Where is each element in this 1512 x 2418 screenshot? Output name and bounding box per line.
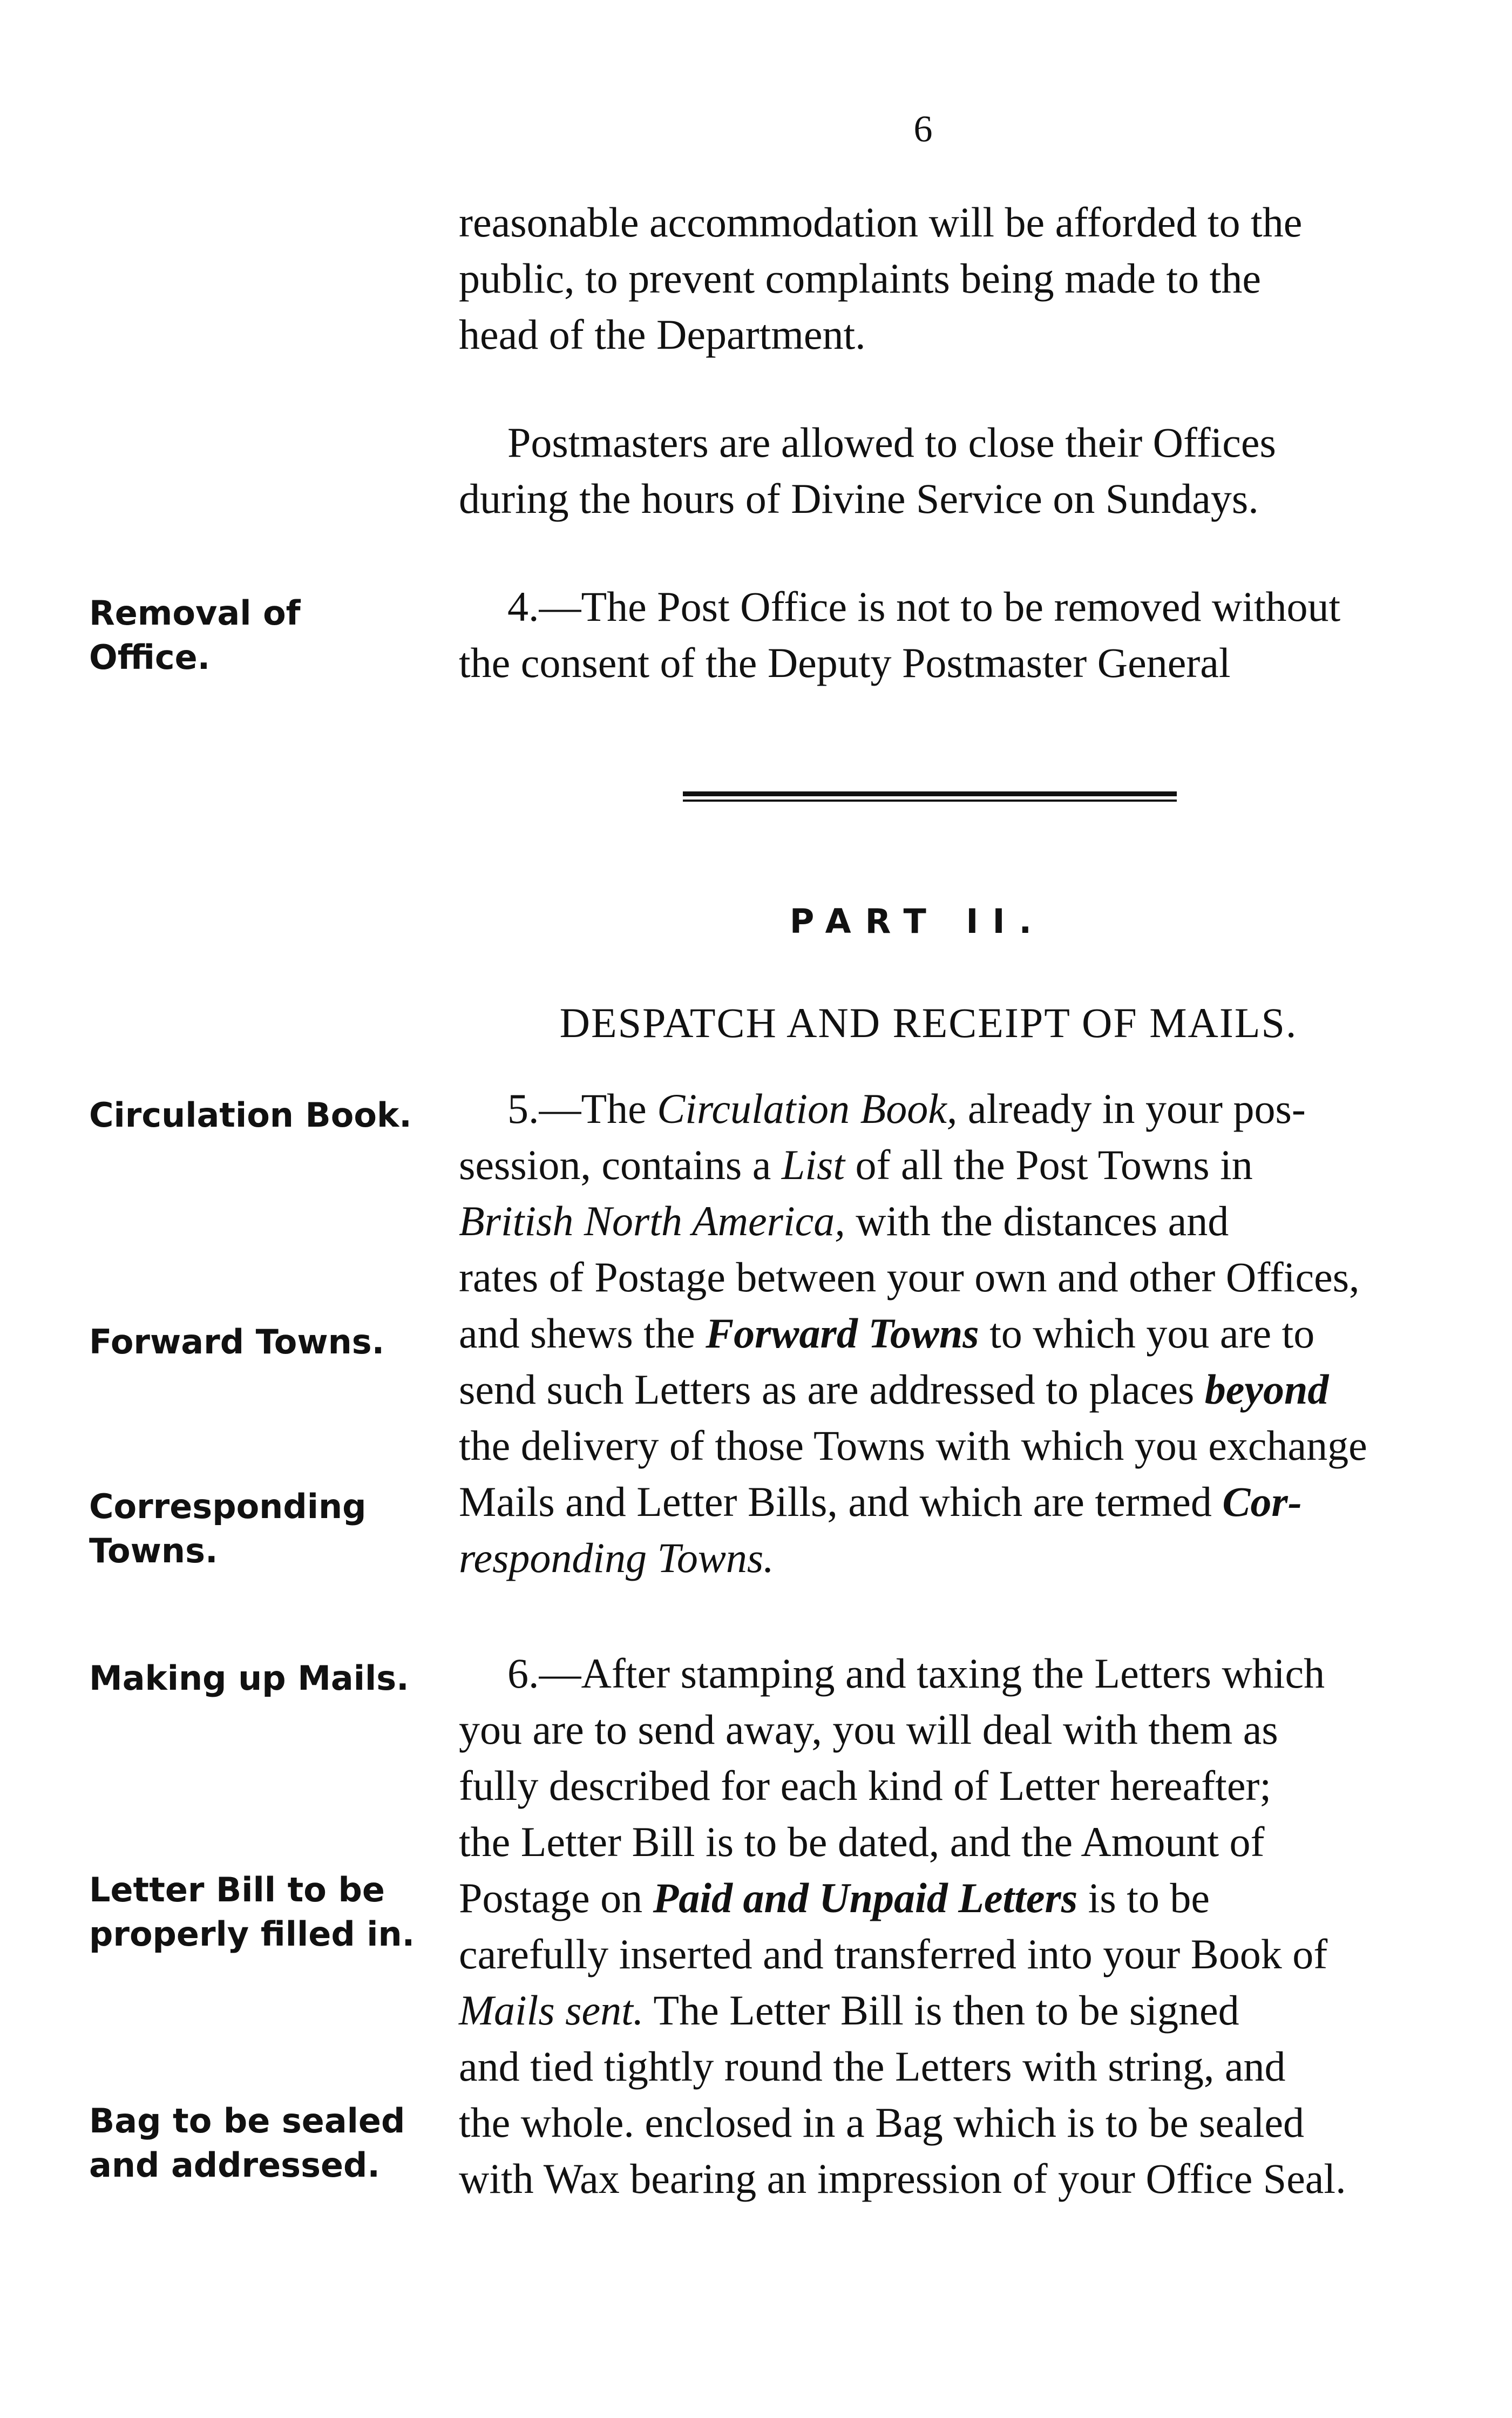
margin-note-line: Towns. [89, 1531, 218, 1570]
part-heading: PART II. [789, 902, 1046, 941]
text-line: Mails sent. The Letter Bill is then to be signed [459, 1987, 1239, 2034]
text-line: send such Letters as are addressed to places beyond [459, 1366, 1329, 1413]
text-line: you are to send away, you will deal with them as [459, 1706, 1278, 1753]
text-line: head of the Department. [459, 311, 866, 358]
text-line: with Wax bearing an impression of your Office Seal. [459, 2155, 1346, 2202]
margin-note-letter-bill [89, 1868, 445, 1956]
text-line: responding Towns. [459, 1534, 774, 1581]
margin-note-circulation [89, 1093, 445, 1137]
text-line: 4.—The Post Office is not to be removed without [507, 583, 1341, 630]
section-title: DESPATCH AND RECEIPT OF MAILS. [559, 999, 1298, 1046]
margin-note-line: Bag to be sealed [89, 2101, 405, 2141]
margin-note-line: Forward Towns. [89, 1322, 385, 1362]
text-line: fully described for each kind of Letter hereafter; [459, 1762, 1272, 1809]
text-line: the Letter Bill is to be dated, and the Amount of [459, 1818, 1265, 1865]
paragraph-sundays [459, 415, 1398, 527]
text-line: the delivery of those Towns with which you exchange [459, 1422, 1367, 1469]
margin-note-line: properly filled in. [89, 1914, 415, 1954]
text-line: Postmasters are allowed to close their Offices [507, 419, 1276, 466]
text-line: the consent of the Deputy Postmaster General [459, 639, 1231, 686]
text-line: reasonable accommodation will be afforded to the [459, 199, 1303, 246]
margin-note-forward-towns [89, 1320, 445, 1364]
text-line: and shews the Forward Towns to which you are to [459, 1310, 1315, 1357]
text-line: rates of Postage between your own and other Offices, [459, 1254, 1360, 1301]
section-divider-rule [683, 791, 1177, 802]
text-line: 6.—After stamping and taxing the Letters which [507, 1650, 1325, 1697]
margin-note-line: Circulation Book. [89, 1095, 412, 1135]
margin-note-line: Office. [89, 638, 211, 677]
margin-note-line: Letter Bill to be [89, 1870, 385, 1909]
paragraph-4 [459, 579, 1398, 691]
margin-note-line: and addressed. [89, 2145, 380, 2185]
text-line: session, contains a List of all the Post Towns in [459, 1141, 1253, 1188]
margin-note-making-up-mails [89, 1656, 445, 1701]
paragraph-accommodation [459, 194, 1398, 363]
margin-note-line: Corresponding [89, 1487, 367, 1526]
text-line: and tied tightly round the Letters with string, and [459, 2043, 1286, 2090]
margin-note-removal [89, 591, 445, 680]
text-line: Mails and Letter Bills, and which are termed Cor- [459, 1478, 1302, 1525]
margin-note-line: Making up Mails. [89, 1658, 409, 1698]
text-line: Postage on Paid and Unpaid Letters is to be [459, 1874, 1210, 1921]
text-line: the whole. enclosed in a Bag which is to be sealed [459, 2099, 1305, 2146]
margin-note-bag-sealed [89, 2099, 445, 2187]
text-line: British North America, with the distances and [459, 1197, 1229, 1244]
text-line: during the hours of Divine Service on Sundays. [459, 475, 1259, 522]
page-number: 6 [913, 109, 933, 150]
paragraph-5 [459, 1081, 1398, 1586]
margin-note-corresponding [89, 1485, 445, 1573]
text-line: carefully inserted and transferred into your Book of [459, 1931, 1328, 1977]
margin-note-line: Removal of [89, 593, 301, 633]
paragraph-6 [459, 1645, 1398, 2207]
text-line: 5.—The Circulation Book, already in your pos- [507, 1085, 1306, 1132]
text-line: public, to prevent complaints being made to the [459, 255, 1261, 302]
